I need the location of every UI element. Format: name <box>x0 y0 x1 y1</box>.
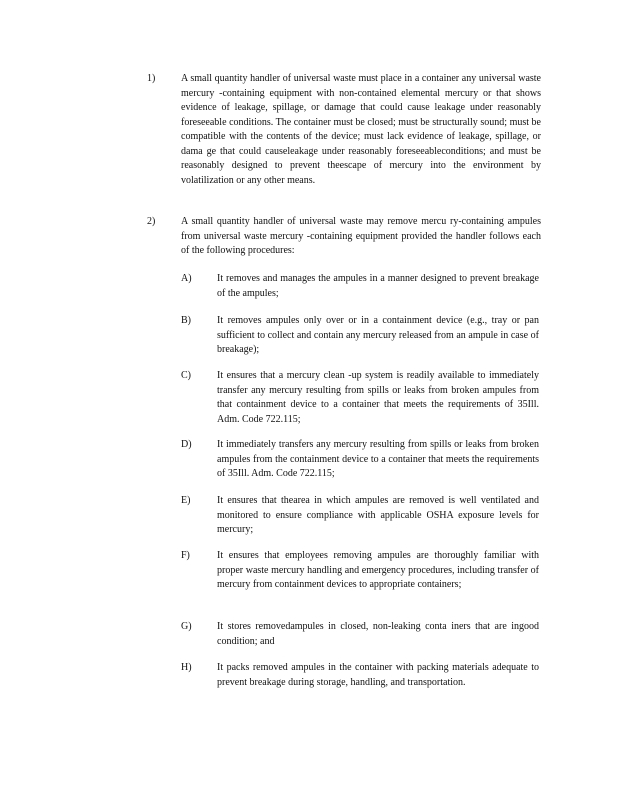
item-text: A small quantity handler of universal waste must place in a container any universal waste mercury -containing equipment with non-contained elemental mercury or that shows evidence of leakage, spillage, or damage that could cause leakage under reasonably foreseeable conditions. The container must be closed; must be structurally sound; must be compatible with the contents of the device; must lack evidence of leakage, spillage, or dama ge that could causeleakage under reasonably foreseeableconditions; and must be reasonably designed to prevent theescape of mercury into the environment by volatilization or any other means. <box>181 73 541 186</box>
sub-item-letter: C) <box>181 370 191 381</box>
sub-item-text: It stores removedampules in closed, non-leaking conta iners that are ingood condition; and <box>217 621 539 647</box>
sub-item-letter: G) <box>181 621 192 632</box>
sub-item-text: It ensures that employees removing ampules are thoroughly familiar with proper waste mercury handling and emergency procedures, including transfer of mercury from containment devices to appropriate containers; <box>217 550 539 590</box>
sub-item-text: It removes ampules only over or in a containment device (e.g., tray or pan sufficient to collect and contain any mercury released from an ampule in case of breakage); <box>217 315 539 355</box>
sub-item-text: It ensures that thearea in which ampules are removed is well ventilated and monitored to ensure compliance with applicable OSHA exposure levels for mercury; <box>217 495 539 535</box>
sub-item-text: It packs removed ampules in the container with packing materials adequate to prevent breakage during storage, handling, and transportation. <box>217 662 539 688</box>
item-text: A small quantity handler of universal waste may remove mercu ry-containing ampules from universal waste mercury -containing equipment provided the handler follows each of the following procedures: <box>181 216 541 256</box>
item-number: 1) <box>147 73 156 84</box>
sub-item-text: It removes and manages the ampules in a manner designed to prevent breakage of the ampules; <box>217 273 539 299</box>
sub-item-letter: D) <box>181 439 192 450</box>
sub-item-text: It immediately transfers any mercury resulting from spills or leaks from broken ampules from the containment device to a container that meets the requirements of 35Ill. Adm. Code 722.115; <box>217 439 539 479</box>
sub-item-letter: H) <box>181 662 192 673</box>
item-number: 2) <box>147 216 156 227</box>
sub-item-text: It ensures that a mercury clean -up system is readily available to immediately transfer any mercury resulting from spills or leaks from broken ampules from that containment device to a container that meets the requirements of 35Ill. Adm. Code 722.115; <box>217 370 539 425</box>
sub-item-letter: E) <box>181 495 191 506</box>
sub-item-letter: F) <box>181 550 190 561</box>
sub-item-letter: B) <box>181 315 191 326</box>
sub-item-letter: A) <box>181 273 192 284</box>
